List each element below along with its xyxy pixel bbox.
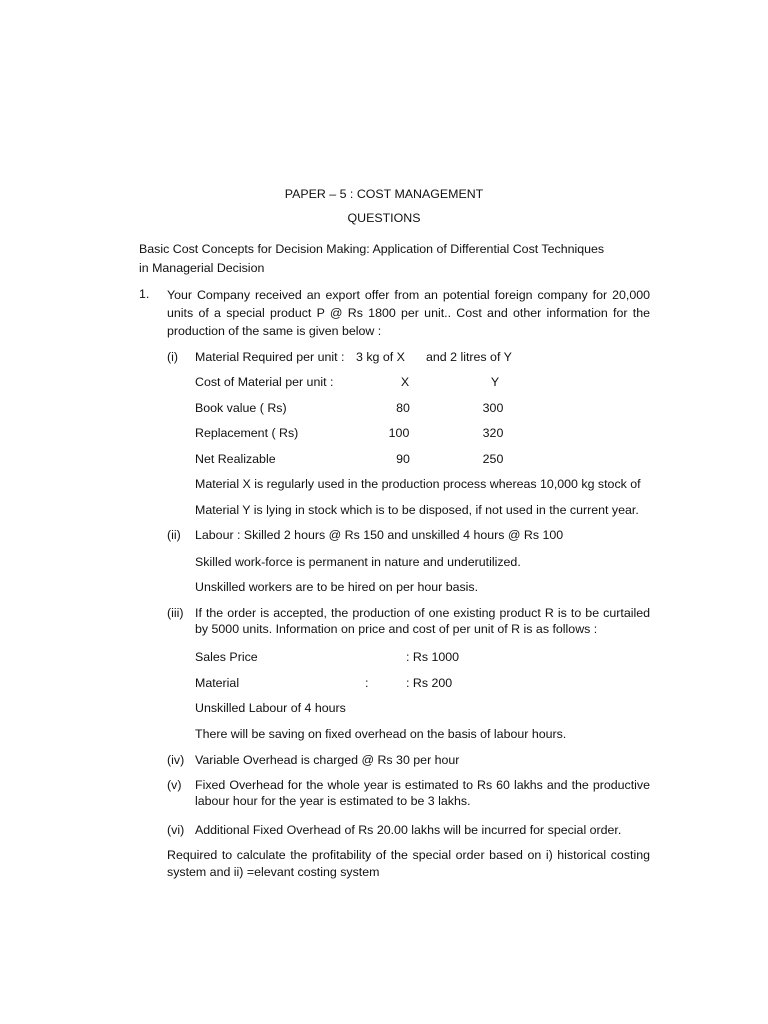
sales-price-value: : Rs 1000 bbox=[406, 650, 460, 664]
material-table-x: 90 bbox=[396, 452, 410, 466]
material-note-line2: Material Y is lying in stock which is to be disposed, if not used in the current year. bbox=[195, 503, 639, 517]
item-number-iv: (iv) bbox=[167, 753, 185, 767]
sales-price-label: Sales Price bbox=[195, 650, 258, 664]
material-cost-value: : Rs 200 bbox=[406, 676, 453, 690]
unskilled-labour-line: Unskilled Labour of 4 hours bbox=[195, 701, 346, 715]
paper-title: PAPER – 5 : COST MANAGEMENT bbox=[284, 187, 484, 201]
material-table-label: Book value ( Rs) bbox=[195, 401, 287, 415]
material-table-x: 80 bbox=[396, 401, 410, 415]
fixed-overhead-saving-line: There will be saving on fixed overhead on the basis of labour hours. bbox=[195, 727, 567, 741]
section-title: QUESTIONS bbox=[347, 211, 421, 225]
material-table-y: 320 bbox=[482, 426, 504, 440]
unskilled-workers-line: Unskilled workers are to be hired on per hour basis. bbox=[195, 580, 479, 594]
material-table-x: 100 bbox=[388, 426, 410, 440]
material-cost-colon: : bbox=[365, 676, 369, 690]
item-number-iii: (iii) bbox=[167, 606, 184, 620]
material-note-line1: Material X is regularly used in the production process whereas 10,000 kg stock of bbox=[195, 477, 641, 491]
material-required-label: Material Required per unit : bbox=[195, 350, 345, 364]
topic-heading-line1: Basic Cost Concepts for Decision Making: Application of Differential Cost Techniques bbox=[139, 242, 605, 256]
question-intro: Your Company received an export offer from an potential foreign company for 20,000 units of a special product P @ Rs 1800 per unit.. Cost and other information for the production of the same is given below : bbox=[167, 288, 650, 338]
material-required-y: and 2 litres of Y bbox=[426, 350, 512, 364]
item-number-i: (i) bbox=[167, 350, 179, 364]
material-required-x: 3 kg of X bbox=[356, 350, 405, 364]
material-table-label: Net Realizable bbox=[195, 452, 276, 466]
material-table-label: Cost of Material per unit : bbox=[195, 375, 334, 389]
item-number-ii: (ii) bbox=[167, 528, 181, 542]
required-text: Required to calculate the profitability of the special order based on i) historical costing system and ii) =elevant costing system bbox=[167, 848, 650, 879]
item-number-vi: (vi) bbox=[167, 823, 185, 837]
material-table-label: Replacement ( Rs) bbox=[195, 426, 299, 440]
skilled-workforce-line: Skilled work-force is permanent in nature and underutilized. bbox=[195, 555, 521, 569]
material-table-x: X bbox=[400, 375, 410, 389]
material-table-y: Y bbox=[490, 375, 500, 389]
variable-overhead-text: Variable Overhead is charged @ Rs 30 per hour bbox=[195, 753, 460, 767]
labour-line: Labour : Skilled 2 hours @ Rs 150 and unskilled 4 hours @ Rs 100 bbox=[195, 528, 564, 542]
item-number-v: (v) bbox=[167, 778, 182, 792]
question-number: 1. bbox=[139, 287, 150, 301]
additional-overhead-text: Additional Fixed Overhead of Rs 20.00 lakhs will be incurred for special order. bbox=[195, 823, 622, 837]
fixed-overhead-text: Fixed Overhead for the whole year is estimated to Rs 60 lakhs and the productive labour hour for the year is estimated to be 3 lakhs. bbox=[195, 778, 650, 808]
material-table-y: 300 bbox=[482, 401, 504, 415]
curtail-text: If the order is accepted, the production of one existing product R is to be curtailed by 5000 units. Information on price and cost of per unit of R is as follows : bbox=[195, 606, 650, 636]
material-cost-label: Material bbox=[195, 676, 240, 690]
material-table-y: 250 bbox=[482, 452, 504, 466]
topic-heading-line2: in Managerial Decision bbox=[139, 261, 265, 275]
